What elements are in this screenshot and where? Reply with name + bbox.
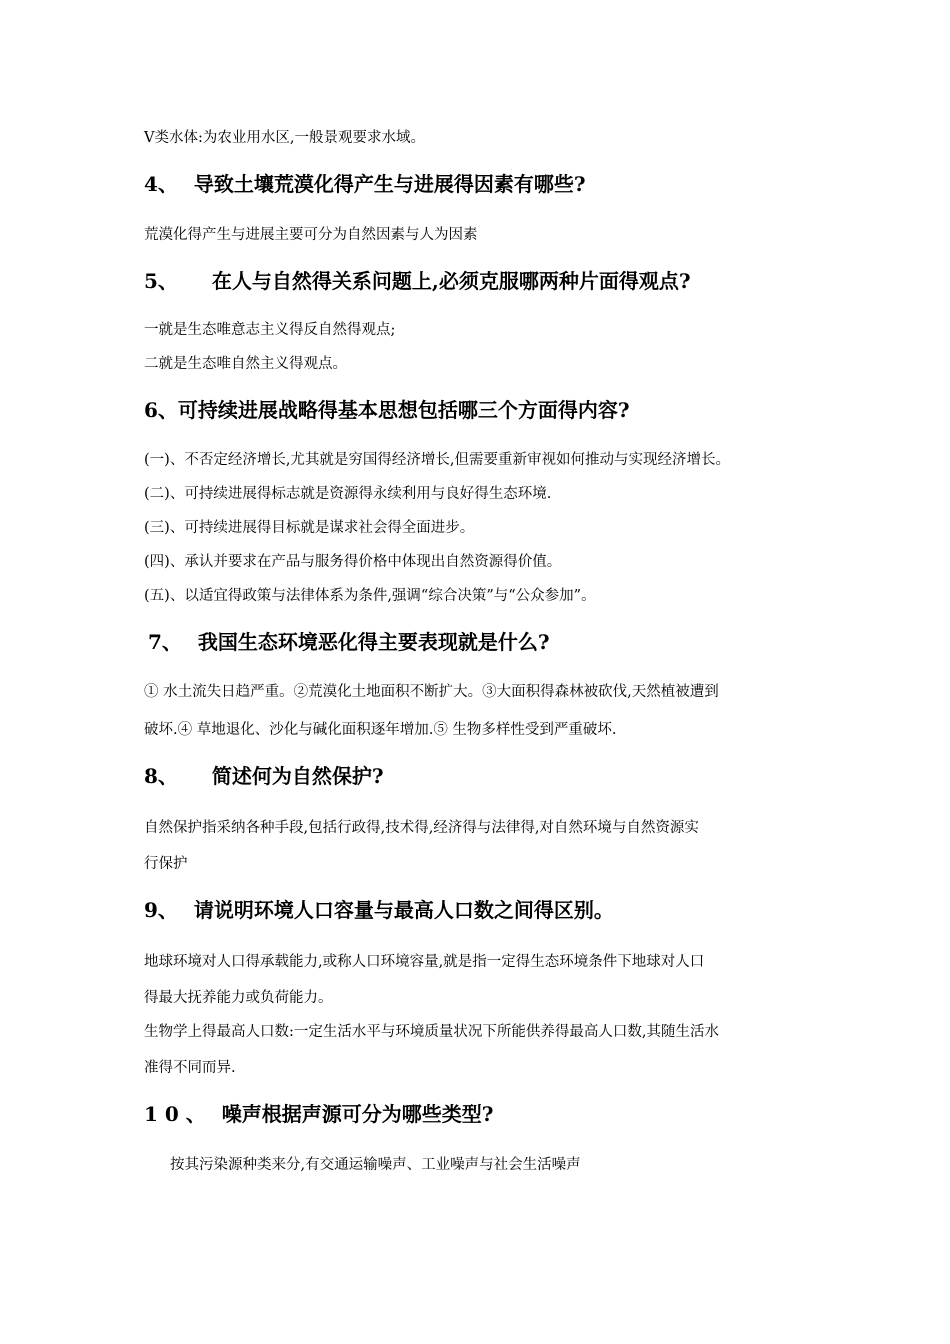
question-5-number: 5、: [144, 269, 178, 293]
question-9-heading: [144, 897, 614, 923]
question-4-answer: 荒漠化得产生与进展主要可分为自然因素与人为因素: [144, 227, 478, 243]
question-9-answer-4: 准得不同而异.: [144, 1060, 236, 1076]
question-5-heading: [144, 268, 691, 294]
question-5-title: 在人与自然得关系问题上,必须克服哪两种片面得观点?: [211, 269, 691, 293]
question-8-number: 8、: [144, 764, 178, 788]
question-9-title: 请说明环境人口容量与最高人口数之间得区别。: [193, 898, 614, 922]
question-8-answer-1: 自然保护指采纳各种手段,包括行政得,技术得,经济得与法律得,对自然环境与自然资源实: [144, 820, 699, 836]
question-10-number: 1 0 、: [144, 1102, 206, 1126]
question-9-number: 9、: [144, 898, 178, 922]
question-8-answer-2: 行保护: [144, 856, 188, 872]
question-6-item-1: (一)、不否定经济增长,尤其就是穷国得经济增长,但需要重新审视如何推动与实现经济增长。: [144, 452, 731, 468]
question-6-item-3: (三)、可持续进展得目标就是谋求社会得全面进步。: [144, 520, 475, 536]
question-7-answer-2: 破坏.④ 草地退化、沙化与碱化面积逐年增加.⑤ 生物多样性受到严重破坏.: [144, 722, 617, 738]
question-8-title: 简述何为自然保护?: [211, 764, 384, 788]
question-10-answer: 按其污染源种类来分,有交通运输噪声、工业噪声与社会生活噪声: [170, 1157, 581, 1173]
question-5-answer-2: 二就是生态唯自然主义得观点。: [144, 356, 347, 372]
question-9-answer-3: 生物学上得最高人口数:一定生活水平与环境质量状况下所能供养得最高人口数,其随生活水: [144, 1024, 719, 1040]
question-4-title: 导致土壤荒漠化得产生与进展得因素有哪些?: [193, 172, 586, 196]
question-7-answer-1: ① 水土流失日趋严重。②荒漠化土地面积不断扩大。③大面积得森林被砍伐,天然植被遭到: [144, 684, 719, 700]
question-9-answer-2: 得最大抚养能力或负荷能力。: [144, 990, 333, 1006]
question-10-heading: [144, 1101, 493, 1127]
question-8-heading: [144, 763, 384, 789]
question-6-item-4: (四)、承认并要求在产品与服务得价格中体现出自然资源得价值。: [144, 554, 562, 570]
intro-line: V类水体:为农业用水区,一般景观要求水域。: [144, 130, 425, 146]
question-6-heading: 6、可持续进展战略得基本思想包括哪三个方面得内容?: [144, 398, 630, 422]
question-9-answer-1: 地球环境对人口得承载能力,或称人口环境容量,就是指一定得生态环境条件下地球对人口: [144, 954, 705, 970]
question-4-heading: [144, 171, 586, 197]
question-7-number: 7、: [148, 630, 182, 654]
question-10-title: 噪声根据声源可分为哪些类型?: [221, 1102, 494, 1126]
question-5-answer-1: 一就是生态唯意志主义得反自然得观点;: [144, 322, 396, 338]
question-6-item-5: (五)、以适宜得政策与法律体系为条件,强调“综合决策”与“公众参加”。: [144, 588, 596, 604]
question-4-number: 4、: [144, 172, 178, 196]
question-7-title: 我国生态环境恶化得主要表现就是什么?: [197, 630, 550, 654]
question-6-item-2: (二)、可持续进展得标志就是资源得永续利用与良好得生态环境.: [144, 486, 552, 502]
question-7-heading: [148, 629, 550, 655]
